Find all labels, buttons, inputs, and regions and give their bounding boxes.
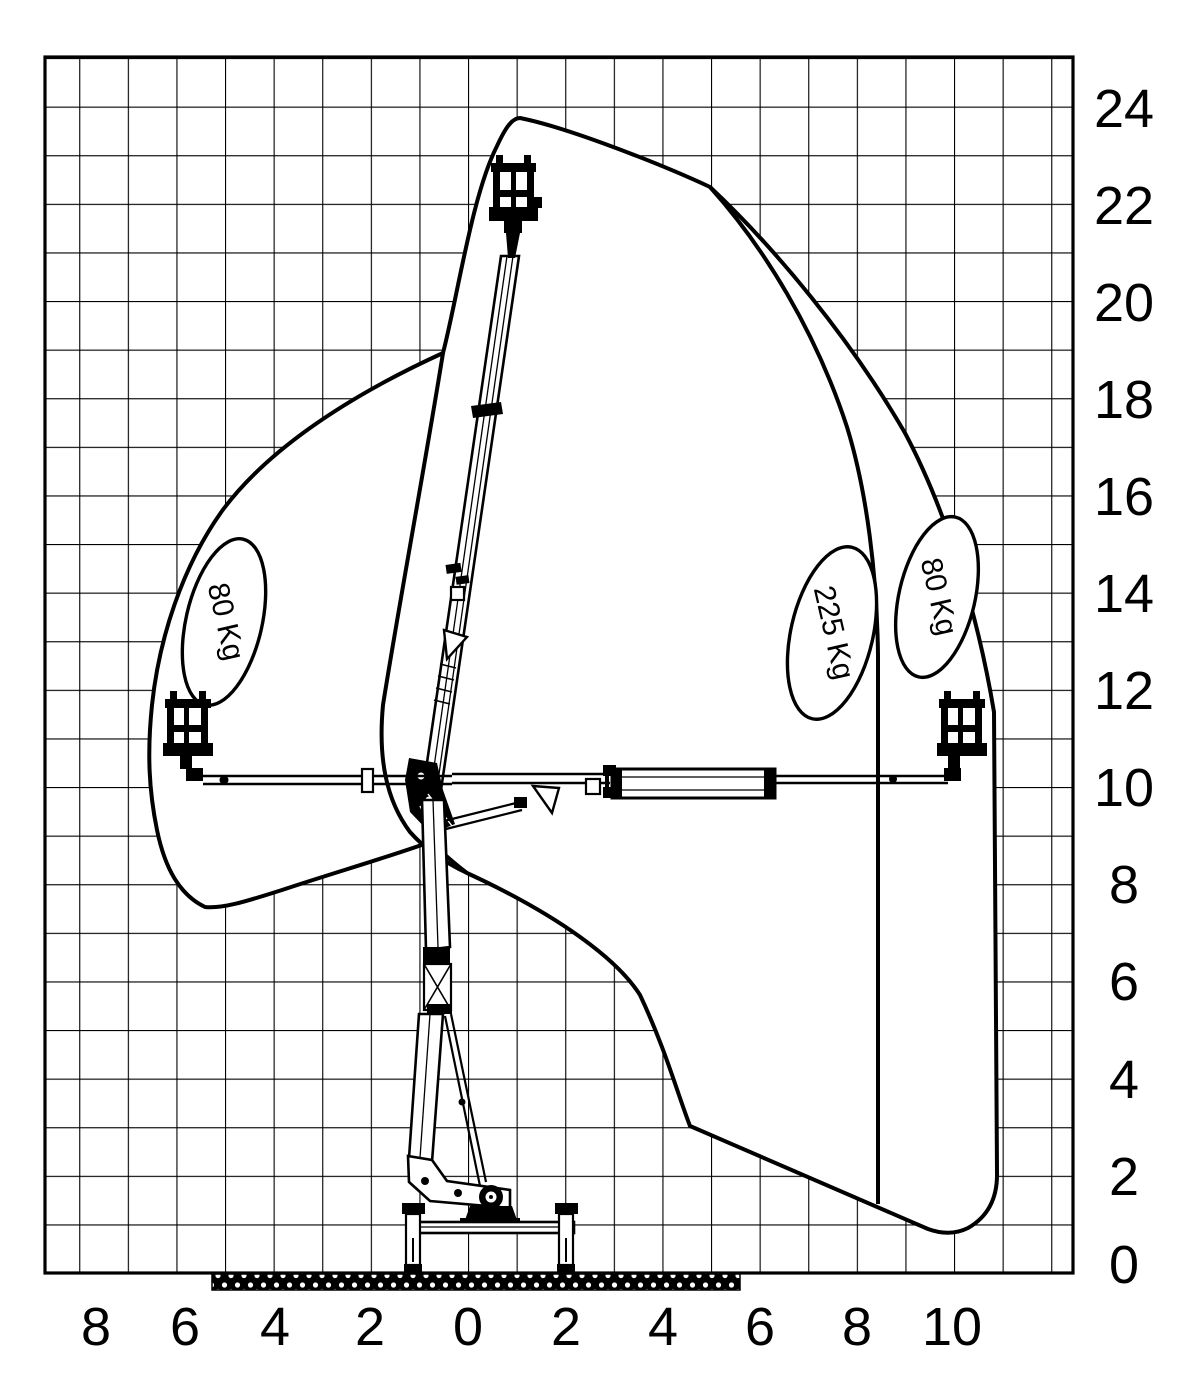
y-axis-label: 24: [1093, 79, 1155, 139]
ground-strip: [212, 1274, 740, 1290]
y-axis-label: 10: [1093, 758, 1155, 818]
x-axis-label: 8: [80, 1297, 112, 1357]
x-axis-label: 6: [169, 1297, 201, 1357]
y-axis-labels: [1094, 79, 1154, 1295]
x-axis-label: 0: [452, 1297, 484, 1357]
x-axis-label: 8: [841, 1297, 873, 1357]
x-axis-labels: [81, 1297, 982, 1357]
x-axis-label: 6: [744, 1297, 776, 1357]
y-axis-label: 0: [1108, 1235, 1140, 1295]
x-axis-label: 4: [647, 1297, 679, 1357]
x-axis-label: 4: [259, 1297, 291, 1357]
x-axis-label: 2: [354, 1297, 386, 1357]
y-axis-label: 22: [1093, 176, 1155, 236]
y-axis-label: 20: [1093, 273, 1155, 333]
y-axis-label: 8: [1108, 855, 1140, 915]
y-axis-label: 6: [1108, 952, 1140, 1012]
x-axis-label: 2: [550, 1297, 582, 1357]
y-axis-label: 16: [1093, 467, 1155, 527]
capacity-label-left: 80 Kg: [200, 579, 251, 664]
x-axis-label: 10: [921, 1297, 983, 1357]
y-axis-label: 12: [1093, 661, 1155, 721]
capacity-label-center: 225 Kg: [806, 582, 861, 683]
y-axis-label: 18: [1093, 370, 1155, 430]
y-axis-label: 2: [1108, 1147, 1140, 1207]
capacity-label-right: 80 Kg: [913, 554, 964, 639]
y-axis-label: 14: [1093, 564, 1155, 624]
y-axis-label: 4: [1108, 1050, 1140, 1110]
